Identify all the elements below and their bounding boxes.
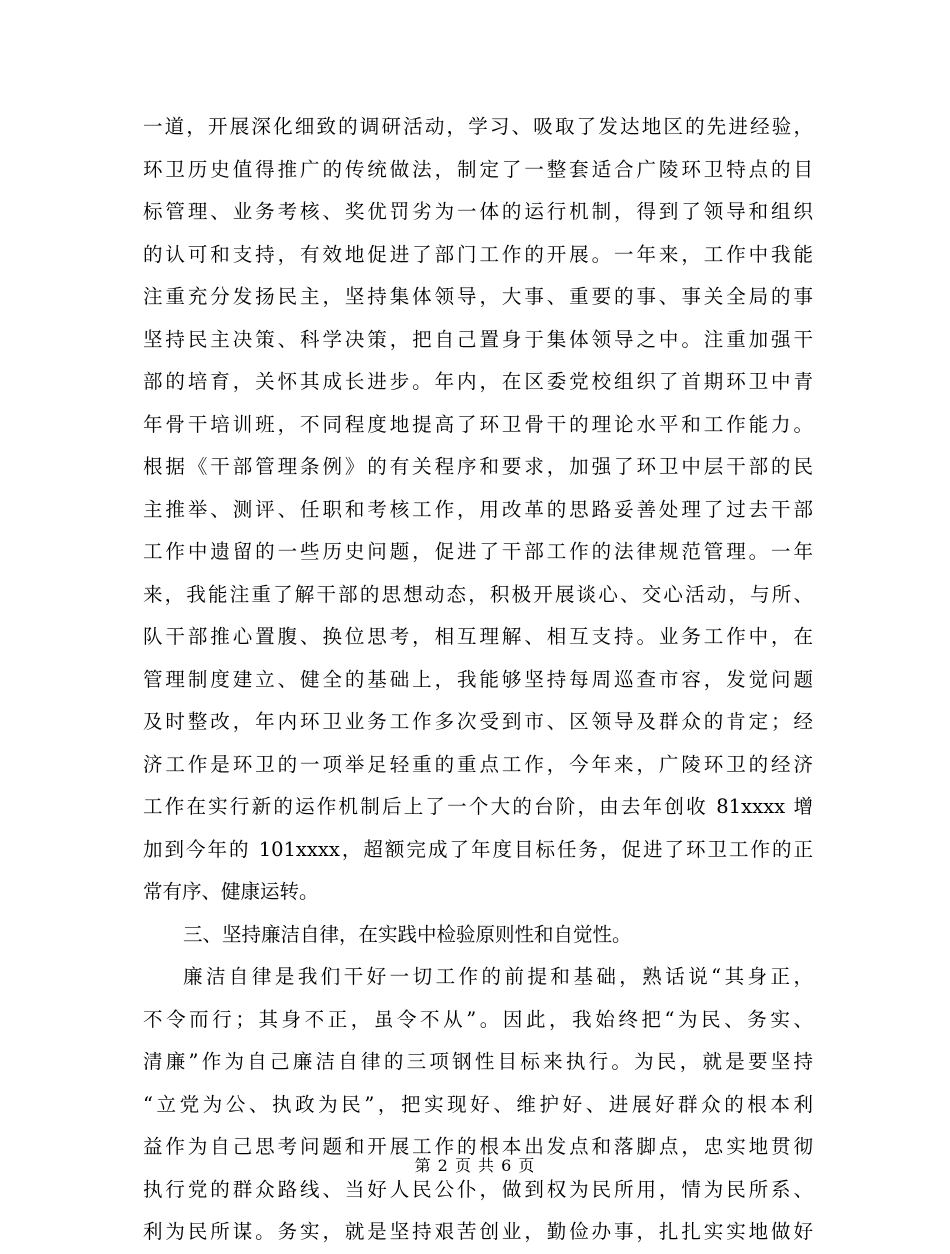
text-line: 来，我能注重了解干部的思想动态，积极开展谈心、交心活动，与所、 xyxy=(143,582,813,606)
page-footer: 第 2 页 共 6 页 xyxy=(414,1156,536,1175)
text-line: 不令而行；其身不正，虽令不从”。因此，我始终把“为民、务实、 xyxy=(143,1007,813,1031)
text-line: 管理制度建立、健全的基础上，我能够坚持每周巡查市容，发觉问题 xyxy=(143,667,813,691)
text-line: 年骨干培训班，不同程度地提高了环卫骨干的理论水平和工作能力。 xyxy=(143,412,813,436)
text-line: 及时整改，年内环卫业务工作多次受到市、区领导及群众的肯定；经 xyxy=(143,710,813,733)
text-line: 三、坚持廉洁自律，在实践中检验原则性和自觉性。 xyxy=(183,922,632,946)
text-line: 一道，开展深化细致的调研活动，学习、吸取了发达地区的先进经验， xyxy=(143,115,813,138)
text-line: 工作中遗留的一些历史问题，促进了干部工作的法律规范管理。一年 xyxy=(143,540,813,563)
text-line: 加到今年的 101xxxx，超额完成了年度目标任务，促进了环卫工作的正 xyxy=(143,837,813,861)
text-line: 廉洁自律是我们干好一切工作的前提和基础，熟话说“其身正， xyxy=(183,965,813,988)
text-line: 工作在实行新的运作机制后上了一个大的台阶，由去年创收 81xxxx 增 xyxy=(143,795,813,818)
text-line: 坚持民主决策、科学决策，把自己置身于集体领导之中。注重加强干 xyxy=(143,327,813,351)
text-line: 根据《干部管理条例》的有关程序和要求，加强了环卫中层干部的民 xyxy=(143,455,813,478)
text-line: 济工作是环卫的一项举足轻重的重点工作，今年来，广陵环卫的经济 xyxy=(143,752,813,776)
text-line: 主推举、测评、任职和考核工作，用改革的思路妥善处理了过去干部 xyxy=(143,497,813,521)
text-line: 的认可和支持，有效地促进了部门工作的开展。一年来，工作中我能 xyxy=(143,242,813,266)
text-line: 益作为自己思考问题和开展工作的根本出发点和落脚点，忠实地贯彻 xyxy=(143,1135,813,1158)
text-line: “立党为公、执政为民”，把实现好、维护好、进展好群众的根本利 xyxy=(143,1092,813,1116)
text-line: 注重充分发扬民主，坚持集体领导，大事、重要的事、事关全局的事 xyxy=(143,285,813,308)
text-line: 利为民所谋。务实，就是坚持艰苦创业，勤俭办事，扎扎实实地做好 xyxy=(143,1220,813,1243)
text-line: 清廉”作为自己廉洁自律的三项钢性目标来执行。为民，就是要坚持 xyxy=(143,1050,813,1073)
text-line: 标管理、业务考核、奖优罚劣为一体的运行机制，得到了领导和组织 xyxy=(143,200,813,223)
text-line: 部的培育，关怀其成长进步。年内，在区委党校组织了首期环卫中青 xyxy=(143,370,813,393)
text-line: 队干部推心置腹、换位思考，相互理解、相互支持。业务工作中，在 xyxy=(143,625,813,648)
text-line: 执行党的群众路线、当好人民公仆，做到权为民所用，情为民所系、 xyxy=(143,1177,813,1201)
body-text xyxy=(143,106,813,1254)
text-line: 常有序、健康运转。 xyxy=(143,880,319,903)
text-line: 环卫历史值得推广的传统做法，制定了一整套适合广陵环卫特点的目 xyxy=(143,157,813,181)
